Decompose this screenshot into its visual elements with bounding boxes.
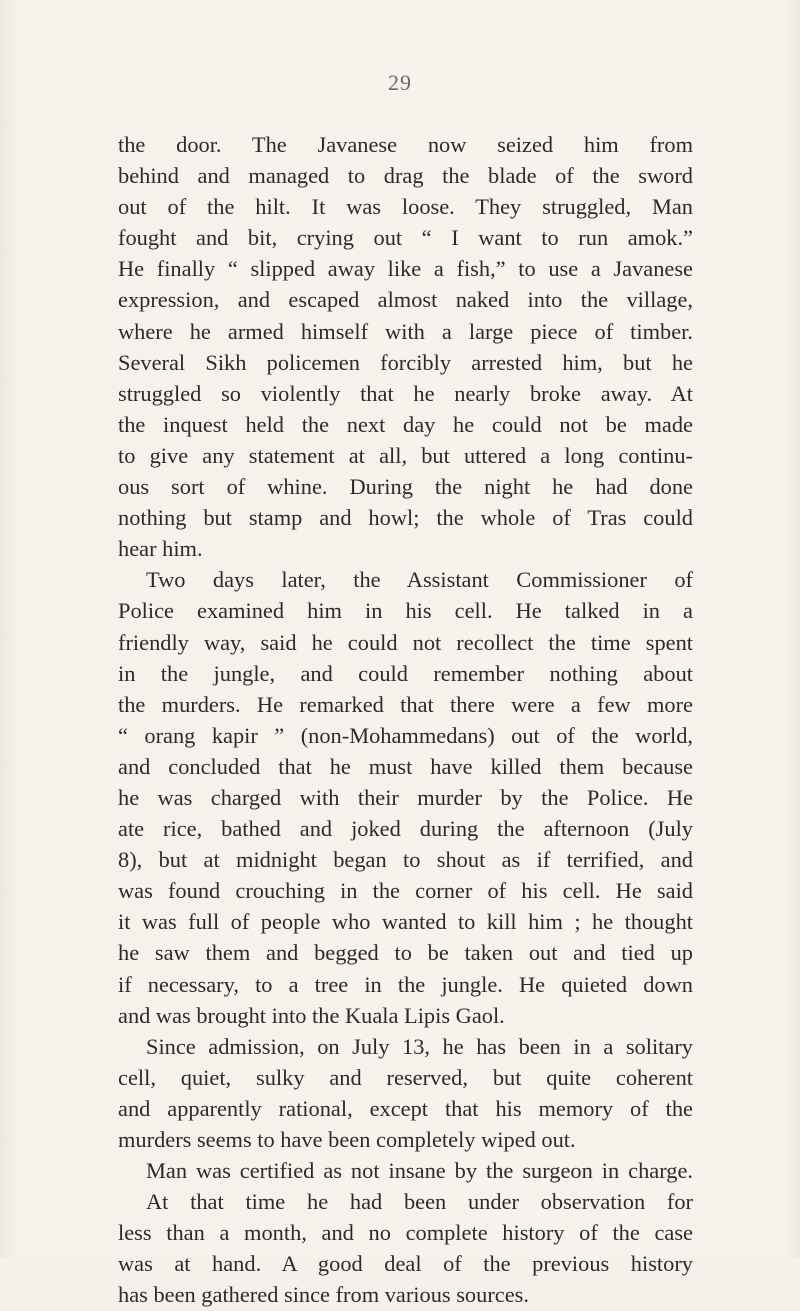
text-line: and was brought into the Kuala Lipis Gaol. [118,1002,505,1028]
text-line: murders seems to have been completely wiped out. [118,1127,576,1152]
page-number: 29 [388,70,412,95]
text-line: the inquest held the next day he could not be made [118,411,693,437]
text-line: Man was certified as not insane by the surgeon in charge. [146,1158,693,1184]
text-line: and apparently rational, except that his memory of the [118,1095,693,1121]
text-line: cell, quiet, sulky and reserved, but quite coherent [118,1064,693,1090]
text-line: less than a month, and no complete history of the case [118,1220,693,1246]
text-line: 8), but at midnight began to shout as if terrified, and [118,847,693,873]
text-line: if necessary, to a tree in the jungle. He quieted down [118,971,693,997]
text-line: He finally “ slipped away like a fish,” to use a Javanese [118,256,693,282]
text-line: struggled so violently that he nearly broke away. At [118,380,693,406]
text-line: the murders. He remarked that there were a few more [118,691,693,717]
text-line: fought and bit, crying out “ I want to run amok.” [118,225,693,251]
text-line: At that time he had been under observation for [146,1189,693,1215]
text-line: Two days later, the Assistant Commissioner of [146,567,693,593]
text-line: he was charged with their murder by the Police. He [118,784,693,810]
text-line: expression, and escaped almost naked into the village, [118,287,693,313]
text-line: has been gathered since from various sources. [118,1282,529,1308]
text-line: Several Sikh policemen forcibly arrested him, but he [118,349,693,375]
text-line: behind and managed to drag the blade of the sword [118,163,693,189]
text-line: Since admission, on July 13, he has been in a solitary [146,1033,693,1059]
text-line: hear him. [118,536,203,562]
text-line: he saw them and begged to be taken out and tied up [118,940,693,966]
text-line: in the jungle, and could remember nothing about [118,660,693,686]
text-line: out of the hilt. It was loose. They struggled, Man [118,194,693,220]
text-line: was at hand. A good deal of the previous history [118,1251,693,1277]
text-line: to give any statement at all, but uttered a long continu- [118,442,693,468]
text-line: friendly way, said he could not recollect the time spent [118,629,693,655]
text-line: ate rice, bathed and joked during the afternoon (July [118,816,693,842]
text-line: the door. The Javanese now seized him from [118,132,693,157]
text-line: nothing but stamp and howl; the whole of Tras could [118,505,693,531]
text-line: and concluded that he must have killed them because [118,753,693,779]
text-line: “ orang kapir ” (non-Mohammedans) out of the world, [118,722,693,748]
text-line: Police examined him in his cell. He talked in a [118,598,693,624]
text-line: was found crouching in the corner of his cell. He said [118,878,693,904]
body-text [118,129,693,1311]
text-line: it was full of people who wanted to kill him ; he thought [118,909,693,935]
text-line: ous sort of whine. During the night he had done [118,474,693,500]
text-line: where he armed himself with a large piece of timber. [118,318,693,344]
